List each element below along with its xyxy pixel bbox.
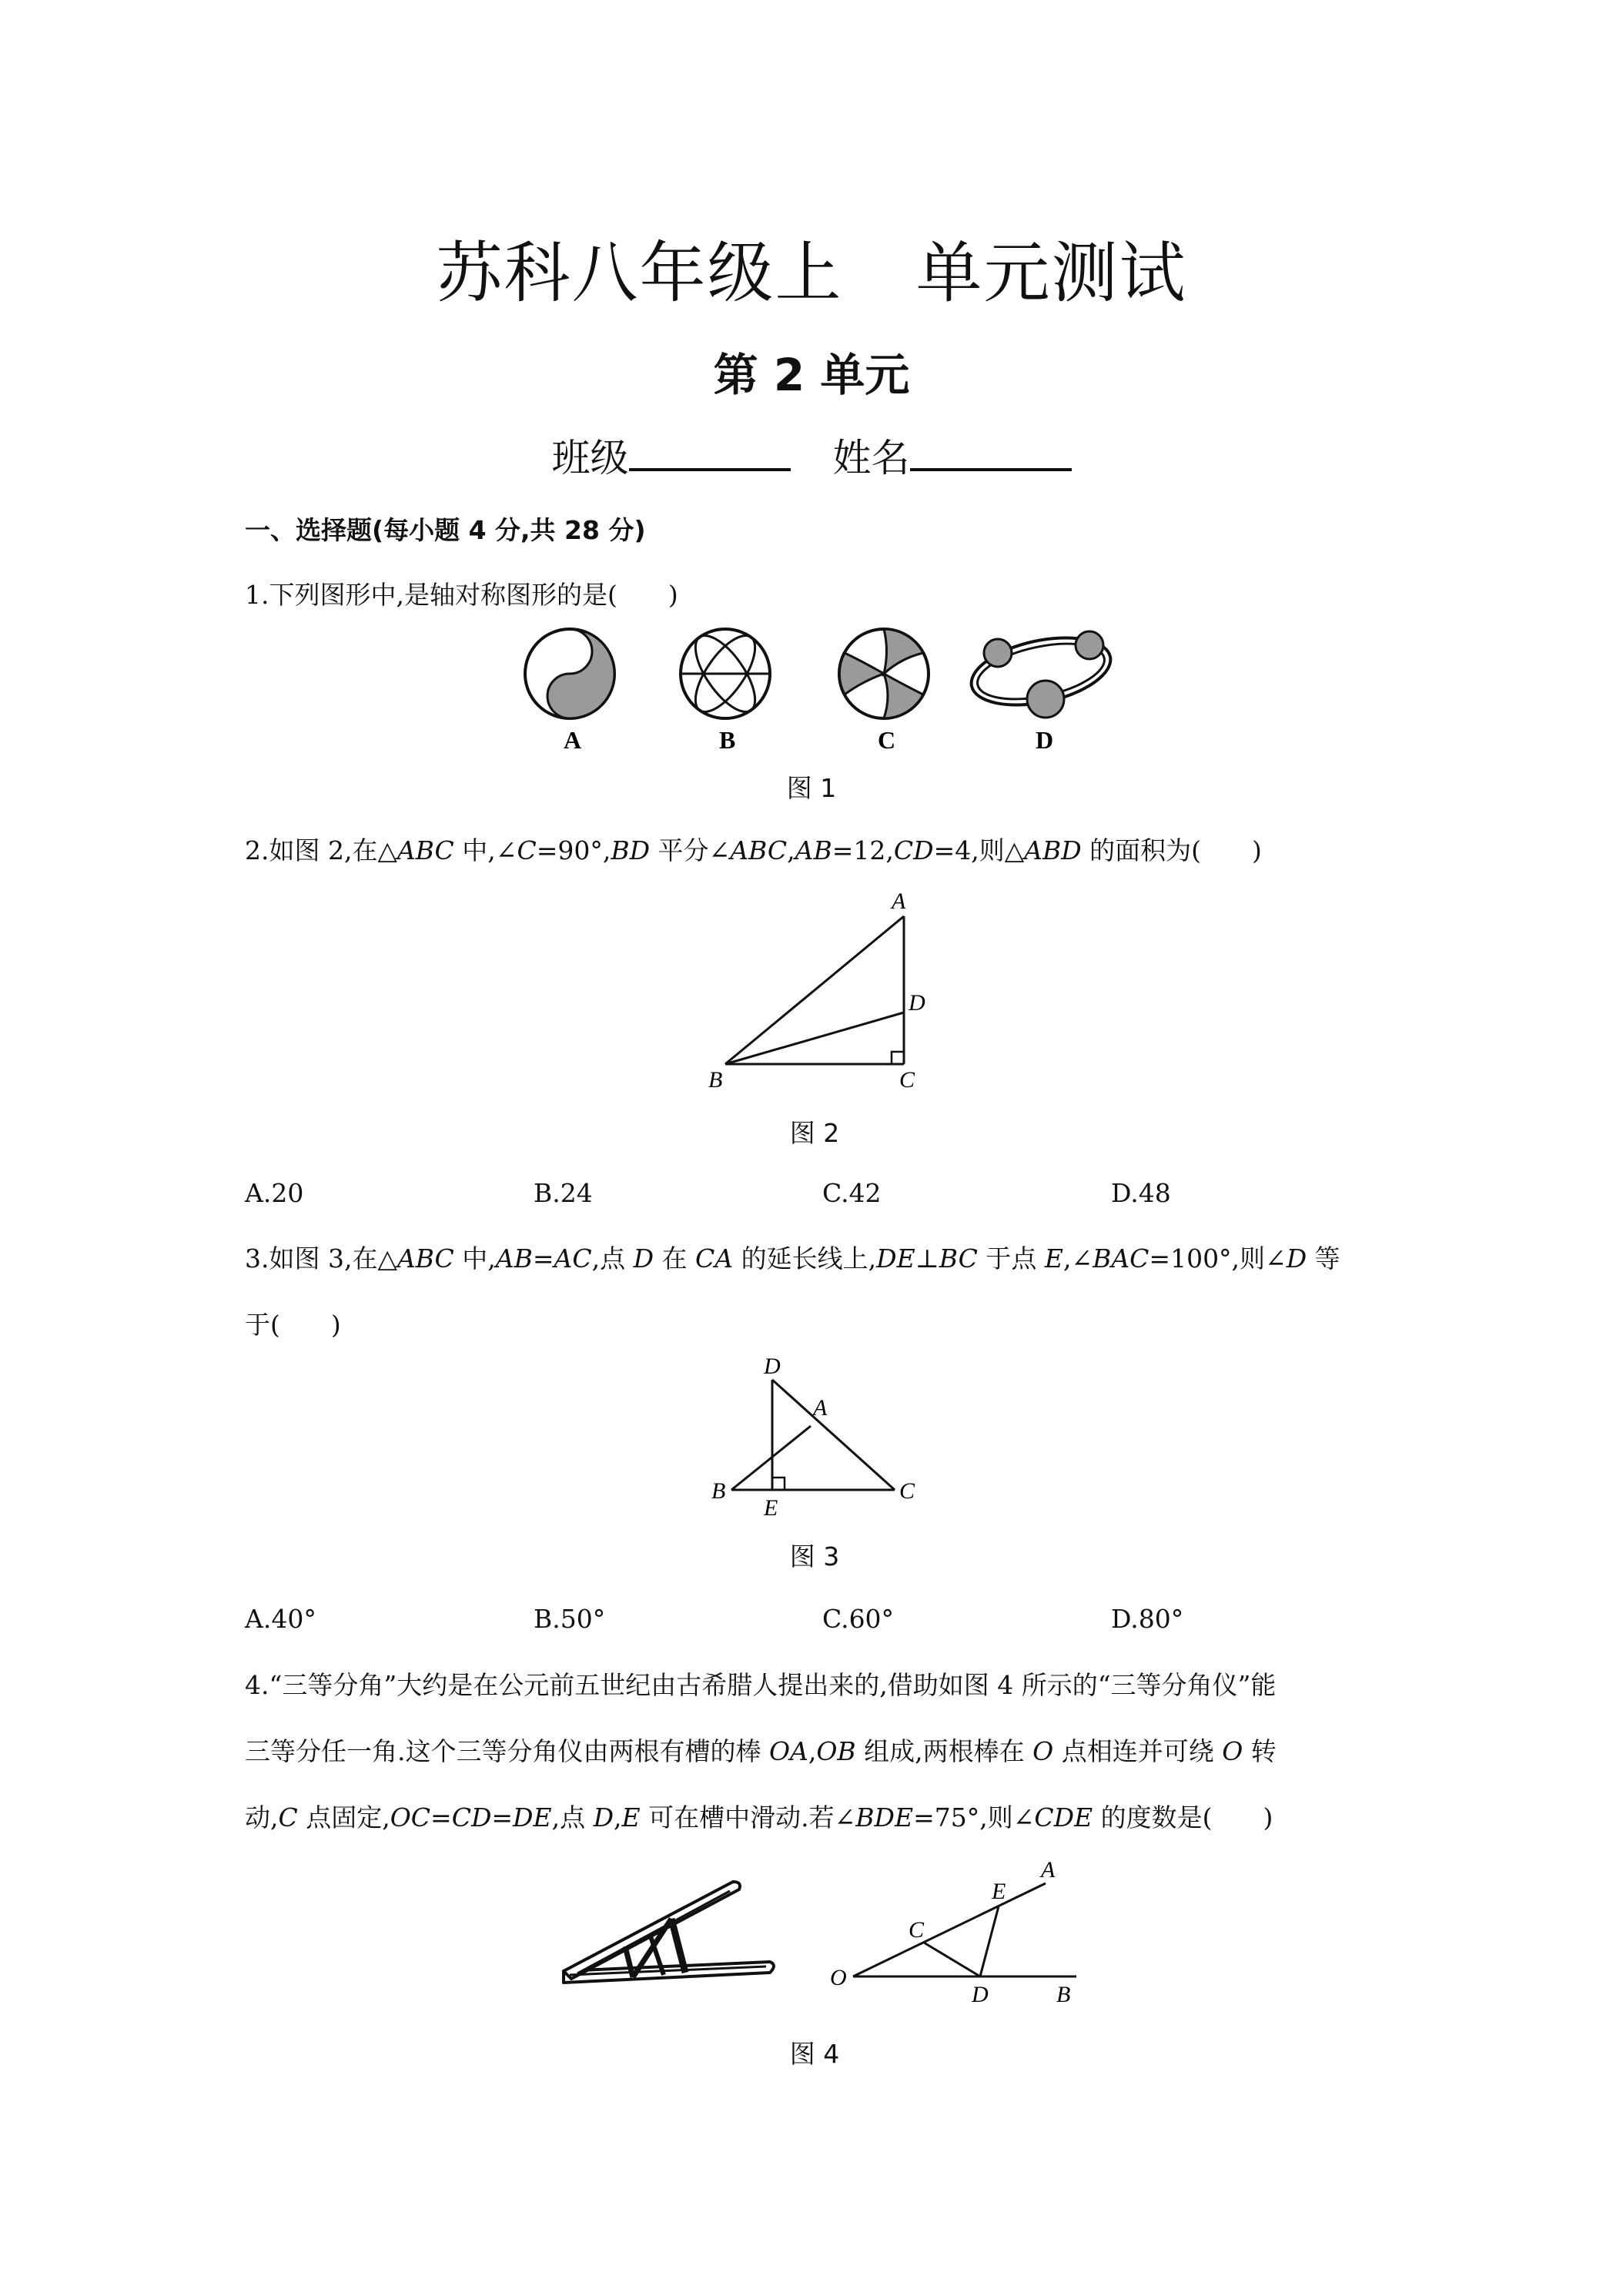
class-field[interactable]	[629, 433, 791, 471]
figure-1-label-b: B	[719, 726, 736, 754]
student-info	[0, 427, 1623, 483]
question-3-option-b[interactable]: B.50°	[534, 1604, 606, 1634]
figure-3-label-a: A	[813, 1395, 828, 1421]
figure-2	[693, 878, 939, 1101]
figure-4-label-o: O	[830, 1965, 847, 1990]
figure-3-label-c: C	[899, 1478, 915, 1504]
figure-1-label-c: C	[878, 726, 896, 754]
name-label: 姓名	[832, 436, 910, 480]
section-heading: 一、选择题(每小题 4 分,共 28 分)	[245, 515, 646, 545]
question-4-text-line-2: 三等分任一角.这个三等分角仪由两根有槽的棒 OA,OB 组成,两根棒在 O 点相连并可绕 O 转	[245, 1736, 1277, 1766]
figure-1-label-d: D	[1036, 726, 1054, 754]
name-field[interactable]	[910, 433, 1072, 471]
figure-4-label-a: A	[1041, 1857, 1056, 1883]
question-3-text-line-2: 于( )	[245, 1310, 341, 1340]
figure-2-label-c: C	[899, 1067, 915, 1093]
class-label: 班级	[551, 436, 629, 480]
figure-2-caption: 图 2	[789, 1118, 840, 1148]
question-4-text-line-1: 4.“三等分角”大约是在公元前五世纪由古希腊人提出来的,借助如图 4 所示的“三等分角仪”能	[245, 1670, 1277, 1700]
question-1-text: 1.下列图形中,是轴对称图形的是( )	[245, 580, 678, 610]
question-3-text: 3.如图 3,在△ABC 中,AB=AC,点 D 在 CA 的延长线上,DE⊥BC 于点 E,∠BAC=100°,则∠D 等	[245, 1243, 1340, 1274]
question-2-option-b[interactable]: B.24	[534, 1178, 593, 1208]
figure-2-label-d: D	[909, 990, 925, 1016]
question-2-text: 2.如图 2,在△ABC 中,∠C=90°,BD 平分∠ABC,AB=12,CD=4,则△ABD 的面积为( )	[245, 835, 1262, 865]
figure-2-label-a: A	[892, 889, 906, 914]
figure-3-label-d: D	[764, 1355, 781, 1379]
page-title: 苏科八年级上 单元测试	[436, 235, 1187, 312]
unit-subtitle: 第 2 单元	[713, 349, 910, 401]
question-3-option-a[interactable]: A.40°	[245, 1604, 316, 1634]
question-3-option-c[interactable]: C.60°	[822, 1604, 895, 1634]
question-4-text-line-3: 动,C 点固定,OC=CD=DE,点 D,E 可在槽中滑动.若∠BDE=75°,则∠CDE 的度数是( )	[245, 1802, 1273, 1832]
figure-4-label-d: D	[972, 1982, 989, 2007]
figure-1-option-b	[681, 627, 770, 721]
question-2-option-d[interactable]: D.48	[1111, 1178, 1171, 1208]
figure-3	[693, 1355, 939, 1525]
figure-1-caption: 图 1	[786, 773, 837, 803]
figure-1-option-a	[525, 629, 614, 718]
figure-3-label-b: B	[711, 1478, 726, 1504]
question-2-option-a[interactable]: A.20	[245, 1178, 304, 1208]
figure-1-option-d	[965, 627, 1117, 718]
figure-4-diagram	[816, 1856, 1109, 2010]
figure-3-label-e: E	[764, 1495, 778, 1521]
question-3-option-d[interactable]: D.80°	[1111, 1604, 1184, 1634]
figure-3-caption: 图 3	[789, 1541, 840, 1571]
figure-4-caption: 图 4	[789, 2039, 840, 2069]
figure-4-label-e: E	[992, 1879, 1006, 1904]
figure-4-label-c: C	[909, 1917, 925, 1943]
figure-2-label-b: B	[708, 1067, 723, 1093]
question-2-option-c[interactable]: C.42	[822, 1178, 882, 1208]
figure-1-label-a: A	[564, 726, 582, 754]
figure-4-device	[554, 1871, 785, 2010]
figure-1-option-c	[839, 629, 929, 718]
figure-4-label-b: B	[1056, 1982, 1071, 2007]
figure-1	[508, 616, 1124, 770]
